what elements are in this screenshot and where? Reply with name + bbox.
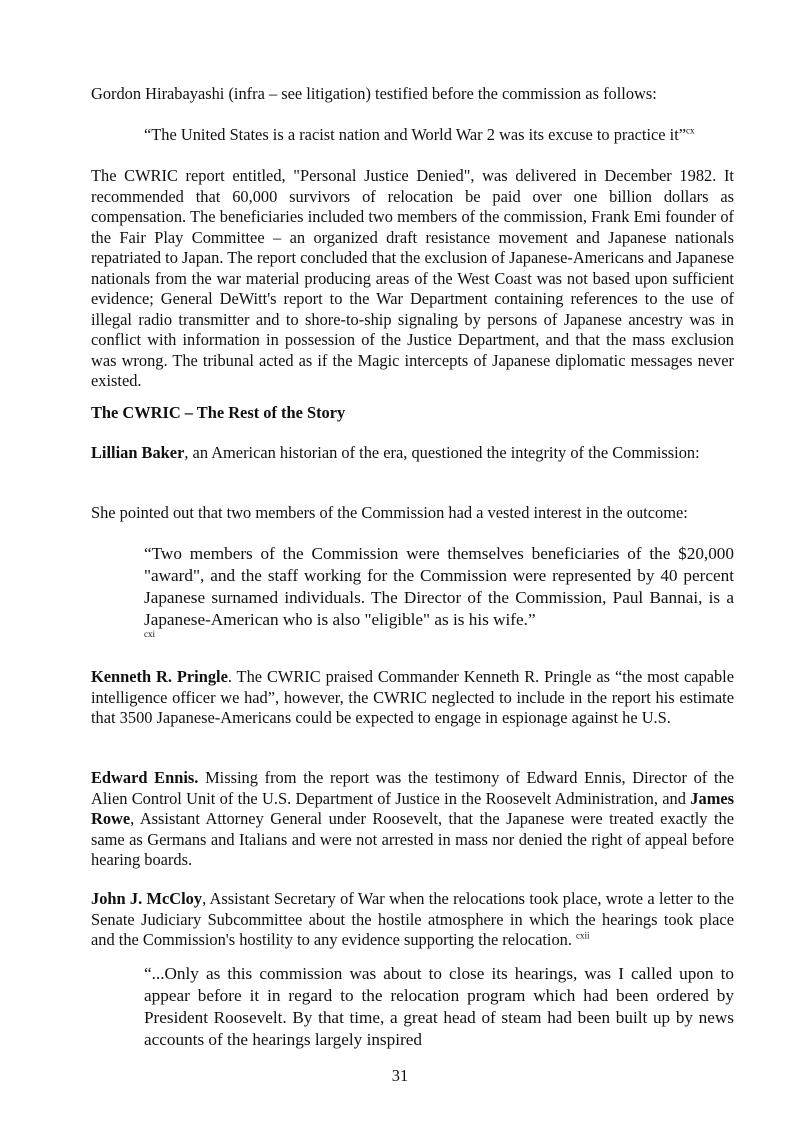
person-name: Lillian Baker bbox=[91, 443, 185, 462]
endnote-marker: cxi bbox=[144, 629, 155, 639]
page-number: 31 bbox=[391, 1066, 409, 1085]
quote-text: “The United States is a racist nation and World War 2 was its excuse to practice it” bbox=[144, 125, 687, 144]
paragraph-cwric-report bbox=[91, 166, 734, 392]
endnote-marker: cx bbox=[686, 125, 695, 136]
paragraph-text: , Assistant Secretary of War when the relocations took place, wrote a letter to the Senate Judiciary Subcommittee about the hostile atmosphere in which the hearings took place and the Commission's hostility to any evidence supporting the relocation. bbox=[91, 889, 735, 949]
endnote-marker: cxii bbox=[576, 930, 590, 941]
paragraph-ennis bbox=[91, 768, 734, 871]
quote-mccloy bbox=[144, 963, 734, 1051]
paragraph-text: The CWRIC report entitled, "Personal Justice Denied", was delivered in December 1982. It recommended that 60,000 survivors of relocation be paid over one billion dollars as compensation. The beneficiaries included two members of the commission, Frank Emi founder of the Fair Play Committee – an organized draft resistance movement and Japanese nationals repatriated to Japan. The report concluded that the exclusion of Japanese-Americans and Japanese nationals from the war material producing areas of the West Coast was not based upon sufficient evidence; General DeWitt's report to the War Department containing references to the use of illegal radio transmitter and to shore-to-ship signaling by persons of Japanese ancestry was in conflict with information in possession of the Justice Department, and that the mass exclusion was wrong. The tribunal acted as if the Magic intercepts of Japanese diplomatic messages never existed. bbox=[91, 166, 734, 390]
paragraph-text: Gordon Hirabayashi (infra – see litigation) testified before the commission as follows: bbox=[91, 84, 657, 103]
paragraph-mccloy bbox=[91, 889, 734, 951]
person-name: John J. McCloy bbox=[91, 889, 203, 908]
paragraph-lillian-baker bbox=[91, 443, 734, 464]
quote-hirabayashi bbox=[144, 125, 734, 146]
paragraph-text: , an American historian of the era, questioned the integrity of the Commission: bbox=[184, 443, 700, 462]
paragraph-text: . The CWRIC praised Commander Kenneth R. Pringle as “the most capable intelligence officer we had”, however, the CWRIC neglected to include in the report his estimate that 3500 Japanese-Americans could be expected to engage in espionage against he U.S. bbox=[91, 667, 734, 727]
paragraph-vested-interest bbox=[91, 503, 734, 524]
person-name: Edward Ennis. bbox=[91, 768, 199, 787]
paragraph-text: , Assistant Attorney General under Roosevelt, that the Japanese were treated exactly the same as Germans and Italians and were not arrested in mass nor denied the right of appeal before hearing boards. bbox=[91, 809, 734, 869]
person-name: James Rowe bbox=[91, 788, 734, 828]
quote-baker bbox=[144, 543, 734, 631]
paragraph-text: She pointed out that two members of the Commission had a vested interest in the outcome: bbox=[91, 503, 688, 522]
section-heading: The CWRIC – The Rest of the Story bbox=[91, 403, 346, 422]
quote-text: “Two members of the Commission were themselves beneficiaries of the $20,000 "award", and the staff working for the Commission were represented by 40 percent Japanese surnamed individuals. The Director of the Commission, Paul Bannai, is a Japanese-American who is also "eligible" as is his wife.” bbox=[144, 544, 734, 629]
quote-text: “...Only as this commission was about to close its hearings, was I called upon to appear before it in regard to the relocation program which had been ordered by President Roosevelt. By that time, a great head of steam had been built up by news accounts of the hearings largely inspired bbox=[144, 964, 734, 1049]
person-name: Kenneth R. Pringle bbox=[91, 667, 228, 686]
paragraph-text: Missing from the report was the testimony of Edward Ennis, Director of the Alien Control Unit of the U.S. Department of Justice in the Roosevelt Administration, and bbox=[91, 768, 734, 808]
paragraph-pringle bbox=[91, 667, 734, 729]
paragraph-hirabayashi bbox=[91, 84, 734, 105]
